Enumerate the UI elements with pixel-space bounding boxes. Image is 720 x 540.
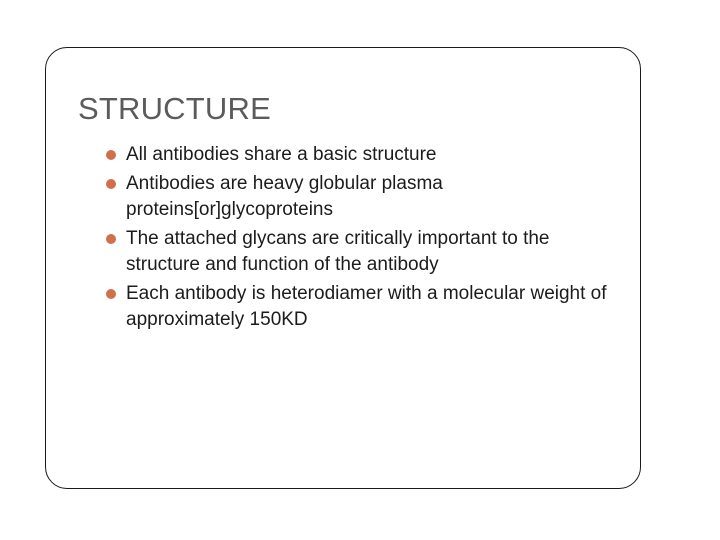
bullet-text: The attached glycans are critically important to the structure and function of the antibody [126, 228, 550, 275]
bullet-text: Antibodies are heavy globular plasma proteins[or]glycoproteins [126, 173, 443, 220]
bullet-item [104, 171, 624, 223]
bullet-text: All antibodies share a basic structure [126, 144, 437, 165]
bullet-dot-icon [106, 289, 116, 299]
bullet-dot-icon [106, 234, 116, 244]
bullet-item [104, 226, 624, 278]
bullet-list [104, 142, 624, 336]
bullet-text: Each antibody is heterodiamer with a molecular weight of approximately 150KD [126, 283, 607, 330]
bullet-dot-icon [106, 150, 116, 160]
bullet-item [104, 142, 624, 168]
slide-title: STRUCTURE [78, 91, 271, 126]
bullet-item [104, 281, 624, 333]
bullet-dot-icon [106, 179, 116, 189]
